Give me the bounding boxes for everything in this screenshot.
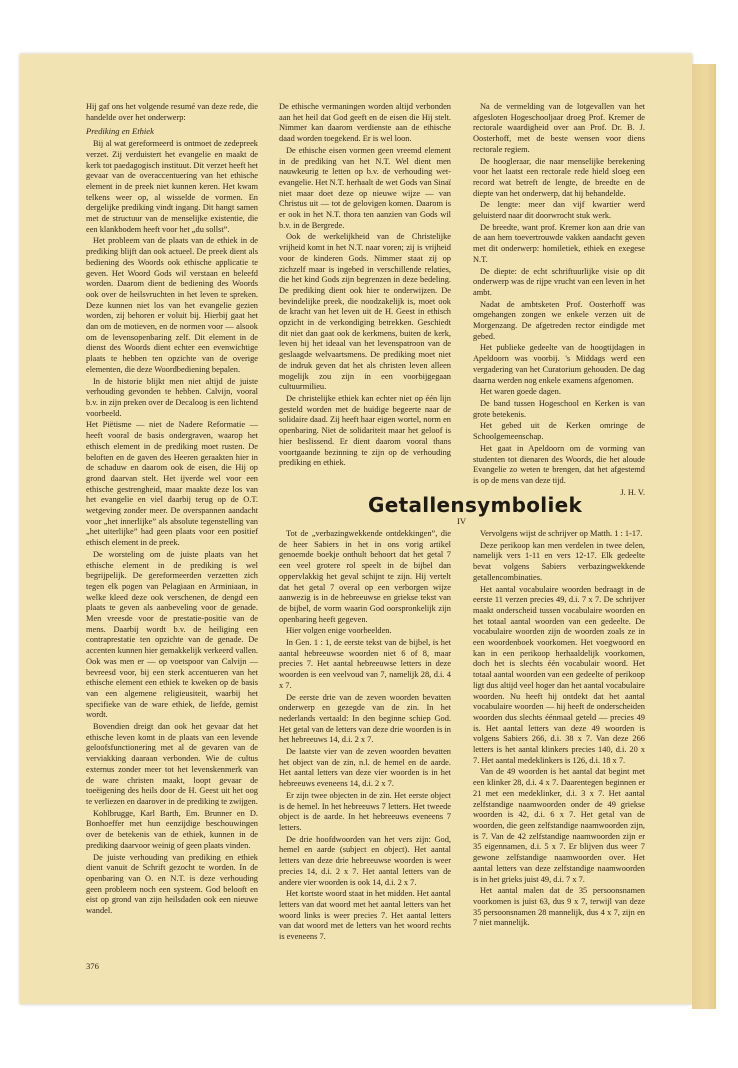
paragraph: De band tussen Hogeschool en Kerken is van grote betekenis. xyxy=(473,398,645,419)
paragraph: Bij al wat gereformeerd is ontmoet de zedepreek verzet. Zij verduistert het evangelie en maakt de kerk tot paedagogisch instituut. Dit verzet heeft het gevaar van de overaccentuering van het ethische element in de preek niet kunnen keren. Het kwam telkens weer op, al wisselde de vormen. En dergelijke prediking vindt ingang. Dit hangt samen met de structuur van de menselijke existentie, die een klankbodem heeft voor het „du sollst”. xyxy=(86,139,258,234)
paragraph: Van de 49 woorden is het aantal dat begint met een klinker 28, d.i. 4 x 7. Daarentegen beginnen er 21 met een medeklinker, d.i. 3 x 7. Het aantal zelfstandige naamwoorden onder de 49 griekse woorden is 42, d.i. 6 x 7. Het getal van de woorden, die geen zelfstandige naamwoorden zijn, is 7. Van de 42 zelfstandige naamwoorden zijn er 35 eigennamen, d.i. 5 x 7. Er blijven dus weer 7 gewone zelfstandige naamwoorden over. Het aantal letters van deze zelfstandige naamwoorden is in het grieks juist 49, d.i. 7 x 7. xyxy=(473,767,645,884)
paragraph: Er zijn twee objecten in de zin. Het eerste object is de hemel. In het hebreeuws 7 letters. Het tweede object is de aarde. In het hebreeuws eveneens 7 letters. xyxy=(279,790,451,832)
paragraph: Tot de „verbazingwekkende ontdekkingen”, die de heer Sabiers in het in ons vorig artikel genoemde boekje onthult behoort dat het getal 7 een veel grotere rol speelt in de bijbel dan oppervlakkig het geval schijnt te zijn. Hij vertelt dat het getal 7 overal op een verborgen wijze aanwezig is in de hebreeuwse en griekse tekst van de bijbel, de vorm waarin God oorspronkelijk zijn openbaring heeft gegeven. xyxy=(279,529,451,624)
paragraph: Bovendien dreigt dan ook het gevaar dat het ethische leven komt in de plaats van een levende geloofsfunctionering met al de gevaren van de verviakking daaraan verbonden. Wie de cultus externus zonder meer tot het levenskenmerk van de ware christen maakt, loopt gevaar de toeëigening des heils door de H. Geest uit het oog te verliezen en daarover in de prediking te zwijgen. xyxy=(86,722,258,806)
paragraph: De christelijke ethiek kan echter niet op één lijn gesteld worden met de huidige begeerte naar de solidaire daad. Zij heeft haar eigen wortel, norm en openbaring. Niet de solidariteit maar het geloof is hier beslissend. Er dient daarom vooral thans voortgaande bezinning te zijn op de verhouding prediking en ethiek. xyxy=(279,393,451,468)
paragraph: Het aantal vocabulaire woorden bedraagt in de eerste 11 verzen precies 49, d.i. 7 x 7. De schrijver maakt onderscheid tussen vocabulaire woorden en het totaal aantal woorden van een gedeelte. De vocabulaire woorden zijn de woorden zoals ze in een woordenboek voorkomen. Het voegwoord en kan in een perikoop herhaaldelijk voorkomen, doch het is slechts één vocabulair woord. Het totaal aantal woorden van een gedeelte of perikoop ligt dus altijd veel hoger dan het aantal vocabulaire woorden. Nu heeft hij ontdekt dat het aantal vocabulaire woorden — hij heeft de onderscheiden woorden dus slechts éénmaal geteld — precies 49 is. Het aantal letters van deze 49 woorden is volgens Sabiers 266, d.i. 38 x 7. Van deze 266 letters is het aantal klinkers precies 140, d.i. 20 x 7. Het aantal medeklinkers is 126, d.i. 18 x 7. xyxy=(473,584,645,765)
paragraph: De ethische vermaningen worden altijd verbonden aan het heil dat God geeft en de eisen die Hij stelt. Nimmer kan daarom verdienste aan de ethische daad worden toegekend. Er is wel loon. xyxy=(279,102,451,144)
paragraph: De drie hoofdwoorden van het vers zijn: God, hemel en aarde (subject en object). Het aantal letters van deze drie hebreeuwse woorden is weer precies 14, d.i. 2 x 7. Het aantal letters van de andere vier woorden is ook 14, d.i. 2 x 7. xyxy=(279,834,451,887)
paragraph: Ook de werkelijkheid van de Christelijke vrijheid komt in het N.T. naar voren; zij is vrijheid voor de kinderen Gods. Nimmer staat zij op zichzelf maar is ingebed in verschillende relaties, die het kind Gods zijn begrenzen in deze bedeling. De prediking dient ook hier te onderwijzen. De bevindelijke preek, die noodzakelijk is, moet ook de kracht van het leven uit de H. Geest in ethisch opzicht in de verkondiging betrekken. Geschiedt dit niet dan gaat ook de kerkmens, buiten de kerk, leven bij het ideaal van het levenspatroon van de geslaagde welvaartsmens. De prediking moet niet de indruk geven dat het als christen leven alleen mogelijk zou zijn in een voorbijgegaan cultuurmilieu. xyxy=(279,232,451,392)
article-column-left xyxy=(279,529,451,944)
column-3 xyxy=(473,102,645,498)
paragraph: De laatste vier van de zeven woorden bevatten het object van de zin, n.l. de hemel en de aarde. Het aantal letters van deze vier woorden is in het hebreeuws eveneens 14, d.i. 2 x 7. xyxy=(279,747,451,789)
paragraph: Het gaat in Apeldoorn om de vorming van studenten tot dienaren des Woords, die het aloude Evangelie zo weten te brengen, dat het afgestemd is op de mens van deze tijd. xyxy=(473,443,645,485)
paragraph: Vervolgens wijst de schrijver op Matth. 1 : 1-17. xyxy=(480,529,643,538)
paragraph: Kohlbrugge, Karl Barth, Em. Brunner en D. Bonhoeffer met hun eenzijdige beschouwingen over de betekenis van de ethiek, kunnen in de prediking daarvoor weinig of geen plaats vinden. xyxy=(86,808,258,850)
paragraph: Na de vermelding van de lotgevallen van het afgesloten Hogeschooljaar droeg Prof. Kremer de rectorale waardigheid over aan Prof. Dr. B. J. Oosterhoff, met de beste wensen voor diens rectorale regiem. xyxy=(473,102,645,154)
paragraph: De breedte, want prof. Kremer kon aan drie van de aan hem toevertrouwde vakken aandacht geven met dit onderwerp: homiletiek, ethiek en exegese N.T. xyxy=(473,222,645,264)
paragraph: Het gebed uit de Kerken omringe de Schoolgemeenschap. xyxy=(473,421,645,442)
article-part-number: IV xyxy=(457,516,467,526)
page-number: 376 xyxy=(86,961,99,971)
signature: J. H. V. xyxy=(620,487,645,497)
paragraph: Het probleem van de plaats van de ethiek in de prediking blijft dan ook actueel. De preek dient als bediening des Woords ook ethische applicatie te geven. Het Woord Gods wil verstaan en beleefd worden. Daarom dient de bediening des Woords ook over de heilsvruchten in het leven te spreken. Deze kunnen niet los van het evangelie gezien worden, zij behoren er voluit bij. Hierbij gaat het dan om de motieven, en de normen voor — alsook om de levensopenbaring zelf. Dit element in de dienst des Woords dient echter een evenwichtige plaats te hebben ten opzichte van de overige elementen, die deze Woordbediening bepalen. xyxy=(86,236,258,374)
paragraph: De hoogleraar, die naar menselijke berekening voor het laatst een rectorale rede hield sloeg een record wat betreft de lengte, de breedte en de diepte van het onderwerp, dat hij behandelde. xyxy=(473,156,645,198)
paragraph: Het publieke gedeelte van de hoogtijdagen in Apeldoorn was voorbij. 's Middags werd een vergadering van het Curatorium gehouden. De dag daarna werden nog enkele examens afgenomen. xyxy=(473,343,645,385)
paragraph: De ethische eisen vormen geen vreemd element in de prediking van het N.T. Wel dient men nauwkeurig te letten op b.v. de verhouding wet-evangelie. Het N.T. herhaalt de wet Gods van Sinaï niet maar doet deze op nieuwe wijze — van Christus uit — tot de gelovigen komen. Daarom is er ook in het N.T. thora ten aanzien van Gods wil b.v. in de Bergrede. xyxy=(279,145,451,230)
paragraph: Het waren goede dagen. xyxy=(480,387,561,397)
paragraph: Het kortste woord staat in het midden. Het aantal letters van dat woord met het aantal letters van het woord links is weer precies 7. Het aantal letters van dat woord met de letters van het woord rechts is eveneens 7. xyxy=(279,889,451,942)
paragraph: In de historie blijkt men niet altijd de juiste verhouding gevonden te hebben. Calvijn, vooral b.v. in zijn preken over de Decaloog is een lichtend voorbeeld. xyxy=(86,376,258,418)
paragraph: De worsteling om de juiste plaats van het ethische element in de prediking is wel begrijpelijk. De gereformeerden verzetten zich tegen elk pogen van Pelagiaan en Arminiaan, in welke kleed deze ook verschenen, de dengd een plaats te geven als aanbeveling voor de genade. Men vreesde voor de prestatie-positie van de mens. Daarbij wordt b.v. de heiliging een contraprestatie ten opzichte van de genade. De accenten kunnen hier gemakkelijk verkeerd vallen. Ook was men er — op voetspoor van Calvijn — bevreesd voor, bij een sterk accentueren van het ethische element een ethiek te kweken op de basis van een algemene religieusiteit, waarbij het specifieke van de ware ethiek, de liefde, gemist wordt. xyxy=(86,549,258,720)
paragraph: De lengte: meer dan vijf kwartier werd geluisterd naar dit doorwrocht stuk werk. xyxy=(473,200,645,221)
paragraph: De diepte: de echt schriftuurlijke visie op dit onderwerp was de rijpe vrucht van een leven in het ambt. xyxy=(473,266,645,297)
paragraph: Deze perikoop kan men verdelen in twee delen, namelijk vers 1-11 en vers 12-17. Elk gedeelte bevat volgens Sabiers verbazingwekkende getallencombinaties. xyxy=(473,540,645,582)
column-1 xyxy=(86,102,258,918)
column-2 xyxy=(279,102,451,470)
resume-intro: Hij gaf ons het volgende resumé van deze rede, die handelde over het onderwerp: xyxy=(86,102,258,122)
paragraph: De eerste drie van de zeven woorden bevatten onderwerp en gezegde van de zin. In het nederlands vertaald: In den beginne schiep God. Het getal van de letters van deze drie woorden is in het hebreeuws 14, d.i. 2 x 7. xyxy=(279,692,451,745)
paragraph: Nadat de ambtsketen Prof. Oosterhoff was omgehangen zongen we enkele verzen uit de Morgenzang. De afgetreden rector eindigde met gebed. xyxy=(473,299,645,341)
article-column-right xyxy=(473,529,645,930)
paragraph: Het aantal malen dat de 35 persoonsnamen voorkomen is juist 63, dus 9 x 7, terwijl van deze 35 persoonsnamen 28 mannelijk, dus 4 x 7, zijn en 7 niet mannelijk. xyxy=(473,886,645,928)
paragraph: Hier volgen enige voorbeelden. xyxy=(286,626,392,636)
paragraph: In Gen. 1 : 1, de eerste tekst van de bijbel, is het aantal hebreeuwse woorden niet 6 of 8, maar precies 7. Het aantal hebreeuwse letters in deze woorden is een veelvoud van 7, namelijk 28, d.i. 4 x 7. xyxy=(279,638,451,690)
next-page-edge xyxy=(692,64,716,1009)
article-title: Getallensymboliek xyxy=(368,493,583,517)
paragraph: Het Piëtisme — niet de Nadere Reformatie — heeft vooral de basis ondergraven, waarop het ethisch element in de prediking moet rusten. De beloften en de gaven des Heeren geraakten hier in de schaduw en daarom ook de eisen, die Hij op grond daarvan stelt. Het ijverde wel voor een ethische gestrengheid, maar maakte deze los van het evangelie en viel daarbij terug op de O.T. wetgeving zonder meer. De overspannen aandacht voor „het innerlijke” als absolute tegenstelling van „het uiterlijke” had geen plaats voor een positief ethisch element in de preek. xyxy=(86,420,258,548)
section-heading: Prediking en Ethiek xyxy=(86,126,154,137)
paragraph: De juiste verhouding van prediking en ethiek dient vanuit de Schrift gezocht te worden. In de openbaring van O. en N.T. is deze verhouding geen probleem noch een systeem. God belooft en eist op grond van zijn heilsdaden ook een nieuwe wandel. xyxy=(86,852,258,916)
